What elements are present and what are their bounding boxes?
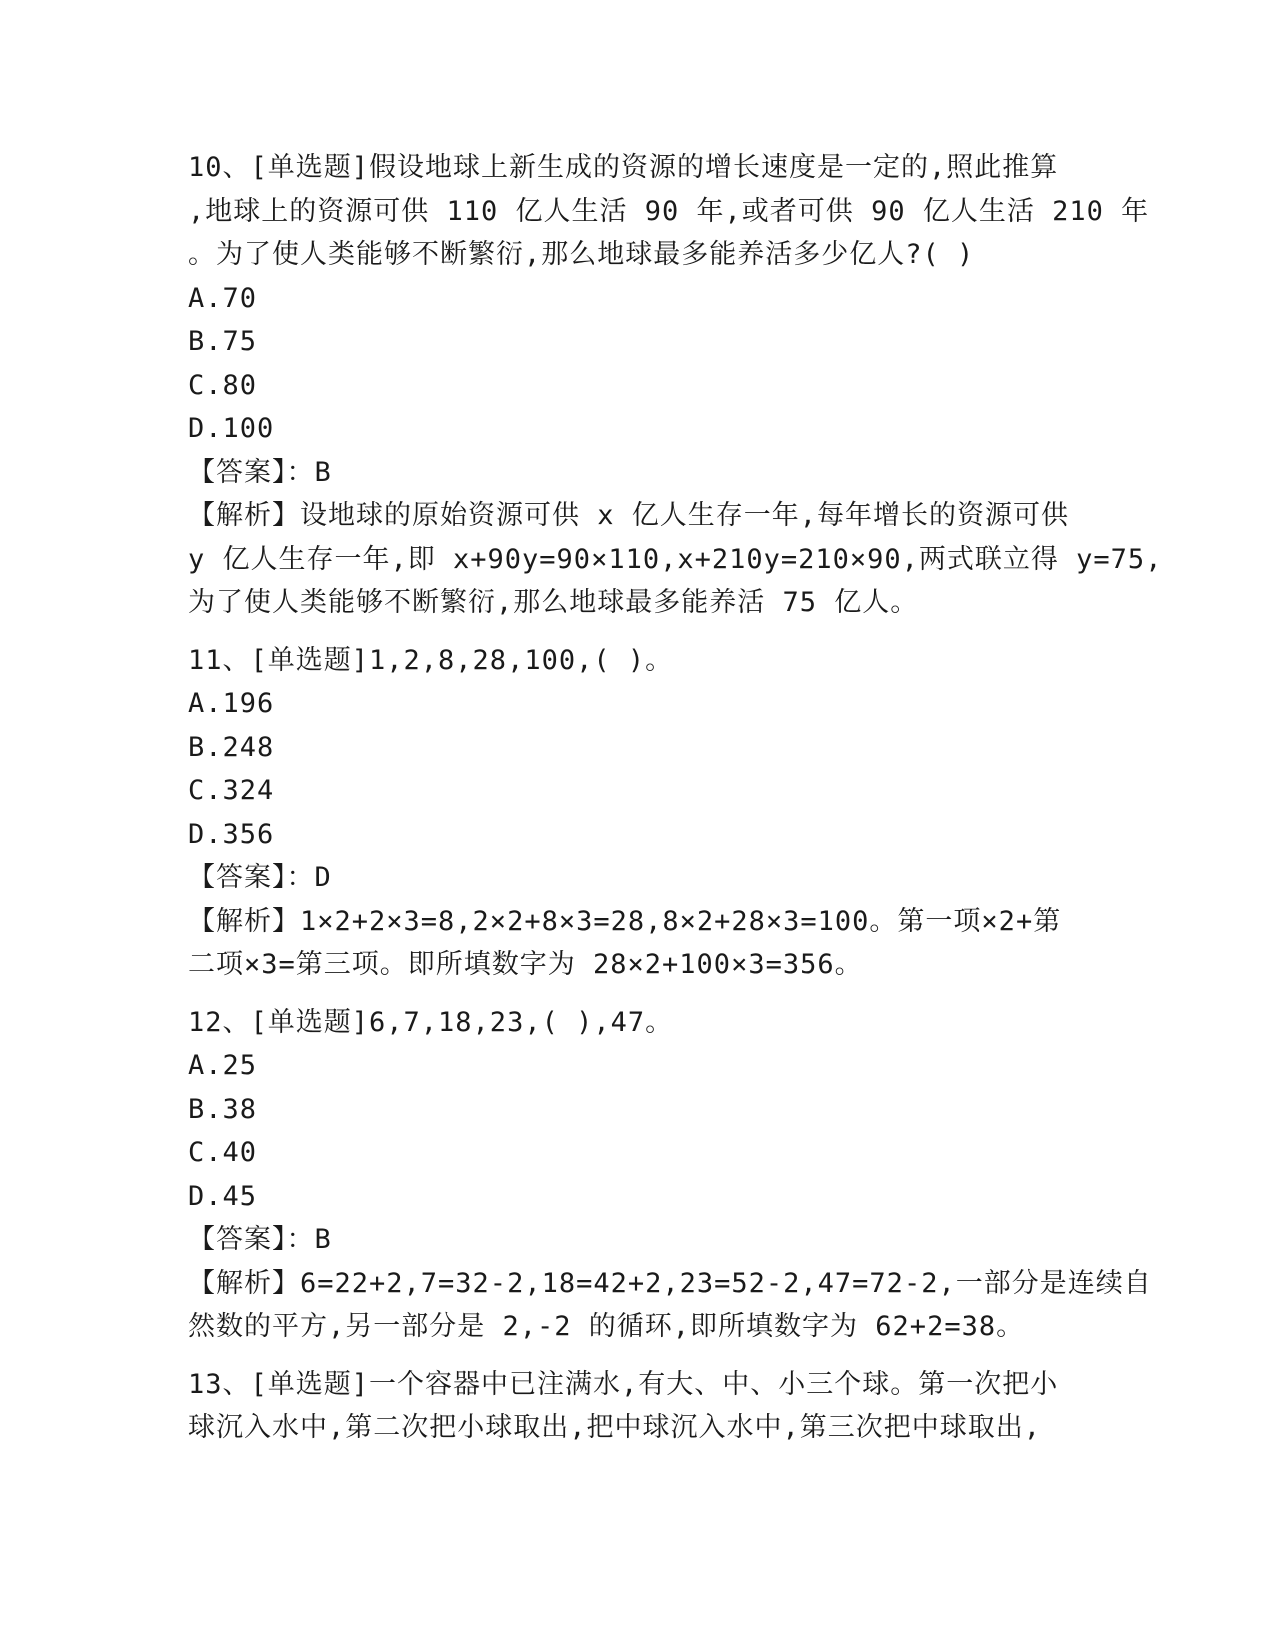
question-gap xyxy=(188,987,1078,1001)
option-d: D.100 xyxy=(188,413,275,444)
option-d: D.45 xyxy=(188,1180,258,1212)
answer-line: 【答案】：B xyxy=(188,1224,332,1255)
question-gap xyxy=(188,625,1078,639)
question-stem-line: 12、[单选题]6,7,18,23,( ),47。 xyxy=(188,1006,674,1038)
analysis-line: y 亿人生存一年,即 x+90y=90×110,x+210y=210×90,两式联立得 y=75, xyxy=(188,543,1163,575)
analysis-line: 二项×3=第三项。即所填数字为 28×2+100×3=356。 xyxy=(188,949,863,980)
option-a: A.25 xyxy=(188,1050,258,1081)
option-c: C.80 xyxy=(188,369,258,401)
question-stem-line: 13、[单选题]一个容器中已注满水,有大、中、小三个球。第一次把小 xyxy=(188,1368,1059,1400)
question-stem-line: 10、[单选题]假设地球上新生成的资源的增长速度是一定的,照此推算 xyxy=(188,152,1059,183)
question-stem-line: 球沉入水中,第二次把小球取出,把中球沉入水中,第三次把中球取出, xyxy=(188,1412,1042,1443)
analysis-line: 【解析】1×2+2×3=8,2×2+8×3=28,8×2+28×3=100。第一项×2+第 xyxy=(188,905,1062,937)
option-a: A.196 xyxy=(188,688,275,719)
option-d: D.356 xyxy=(188,818,275,850)
question-stem-line: ,地球上的资源可供 110 亿人生活 90 年,或者可供 90 亿人生活 210 年 xyxy=(188,195,1150,227)
analysis-line: 【解析】设地球的原始资源可供 x 亿人生存一年,每年增长的资源可供 xyxy=(188,500,1070,531)
answer-line: 【答案】：D xyxy=(188,862,332,893)
option-b: B.75 xyxy=(188,326,258,357)
analysis-line: 为了使人类能够不断繁衍,那么地球最多能养活 75 亿人。 xyxy=(188,587,919,618)
option-c: C.324 xyxy=(188,775,275,806)
analysis-line: 然数的平方,另一部分是 2,-2 的循环,即所填数字为 62+2=38。 xyxy=(188,1311,1025,1342)
question-10 xyxy=(188,146,1163,625)
question-stem-line: 。为了使人类能够不断繁衍,那么地球最多能养活多少亿人?( ) xyxy=(188,239,975,270)
answer-line: 【答案】：B xyxy=(188,456,332,488)
question-gap xyxy=(188,1349,1078,1363)
page-content xyxy=(188,146,1163,1450)
option-a: A.70 xyxy=(188,282,258,314)
option-b: B.248 xyxy=(188,731,275,763)
option-b: B.38 xyxy=(188,1093,258,1125)
question-stem-line: 11、[单选题]1,2,8,28,100,( )。 xyxy=(188,644,674,676)
analysis-line: 【解析】6=22+2,7=32-2,18=42+2,23=52-2,47=72-2,一部分是连续自 xyxy=(188,1267,1152,1299)
question-13 xyxy=(188,1363,1078,1450)
option-c: C.40 xyxy=(188,1137,258,1168)
question-12 xyxy=(188,1001,1152,1349)
question-11 xyxy=(188,639,1078,987)
